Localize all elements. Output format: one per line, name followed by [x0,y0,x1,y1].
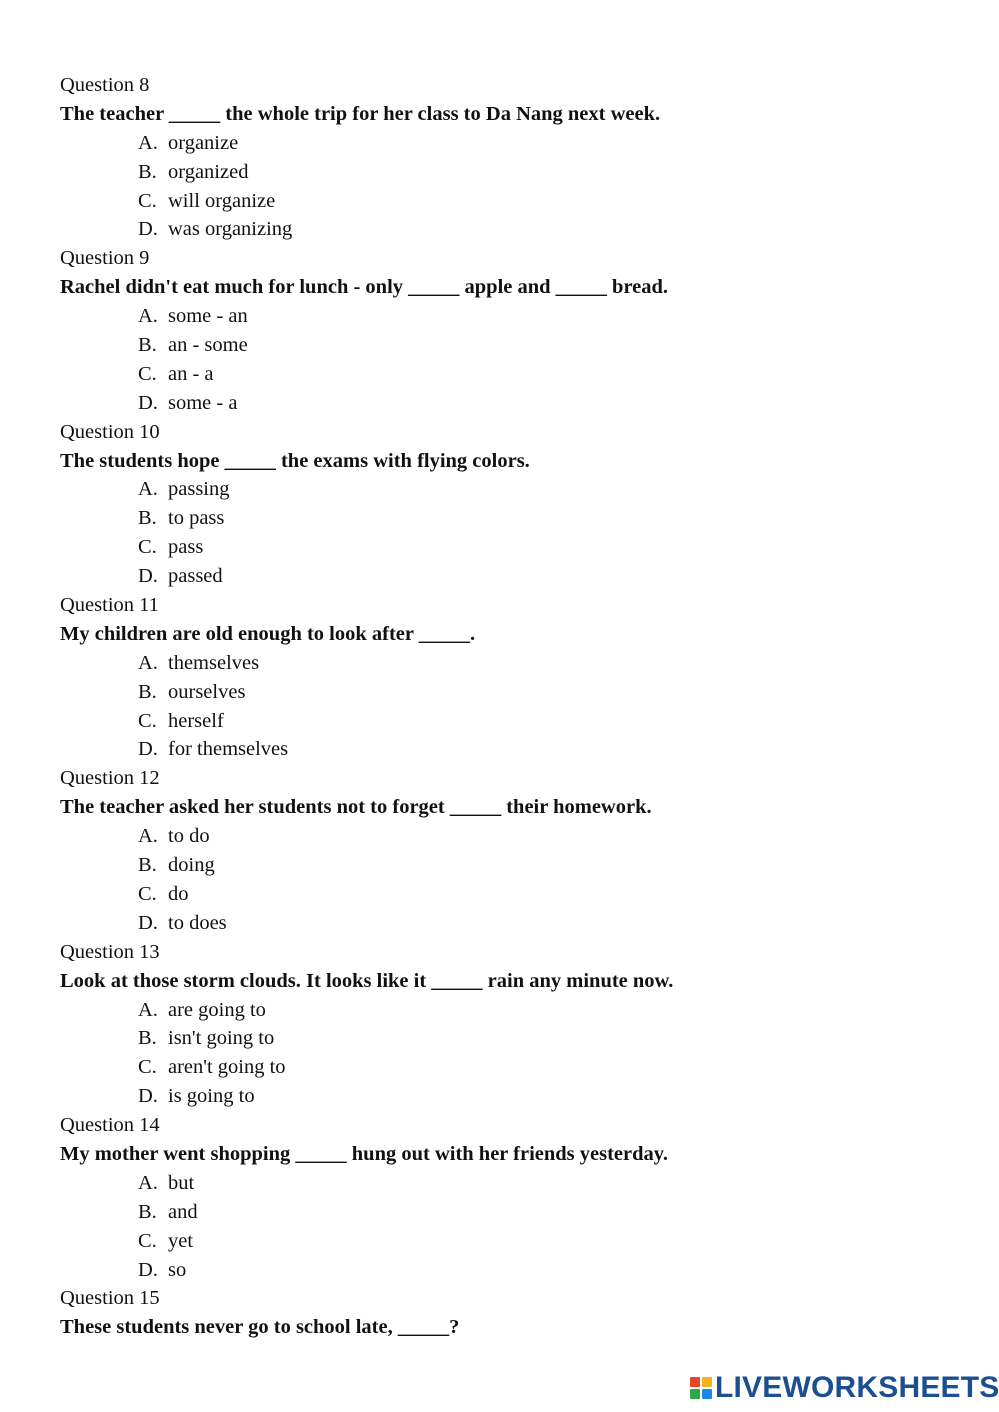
liveworksheets-logo-icon [690,1377,712,1399]
option-letter: A. [138,478,158,501]
option-text: ourselves [168,680,246,703]
question-text: My children are old enough to look after _____. [60,622,476,645]
answer-option[interactable] [60,1053,960,1082]
question-number: Question 8 [60,74,150,96]
question-number: Question 12 [60,767,160,790]
answer-option[interactable] [60,1198,960,1227]
option-text: doing [168,854,215,877]
answer-option[interactable] [60,504,960,533]
option-text: was organizing [168,218,293,241]
answer-option[interactable] [60,1227,960,1256]
option-letter: D. [138,391,158,414]
question-block [60,591,960,764]
answer-option[interactable] [60,1024,960,1053]
answer-option[interactable] [60,822,960,851]
question-block [60,71,960,244]
option-text: are going to [168,998,266,1021]
answer-option[interactable] [60,1082,960,1111]
question-number: Question 15 [60,1287,160,1310]
logo-square-yellow [702,1377,712,1387]
question-number: Question 10 [60,420,160,443]
option-text: themselves [168,651,260,674]
question-text: The teacher asked her students not to forget _____ their homework. [60,796,652,819]
answer-option[interactable] [60,158,960,187]
answer-option[interactable] [60,880,960,909]
question-number: Question 11 [60,594,159,617]
option-letter: B. [138,334,157,357]
question-text: My mother went shopping _____ hung out with her friends yesterday. [60,1142,669,1165]
logo-square-green [690,1389,700,1399]
option-letter: B. [138,507,157,530]
question-text: These students never go to school late, _____? [60,1316,460,1339]
option-letter: C. [138,1229,157,1252]
answer-option[interactable] [60,360,960,389]
option-text: some - a [168,391,238,414]
option-text: for themselves [168,738,289,761]
answer-option[interactable] [60,735,960,764]
answer-option[interactable] [60,475,960,504]
option-text: passed [168,565,223,588]
option-letter: A. [138,998,158,1021]
option-text: but [168,1171,195,1194]
option-text: some - an [168,305,248,328]
option-letter: B. [138,680,157,703]
answer-option[interactable] [60,678,960,707]
answer-option[interactable] [60,215,960,244]
option-text: herself [168,709,224,732]
option-letter: B. [138,1027,157,1050]
answer-option[interactable] [60,996,960,1025]
question-number: Question 13 [60,940,160,963]
question-text: Look at those storm clouds. It looks like it _____ rain any minute now. [60,969,674,992]
option-text: an - some [168,334,248,357]
question-block [60,764,960,937]
option-letter: A. [138,825,158,848]
option-letter: C. [138,536,157,559]
liveworksheets-logo [690,1372,999,1404]
option-letter: D. [138,1258,158,1281]
option-letter: B. [138,160,157,183]
question-block [60,418,960,591]
option-text: and [168,1200,198,1223]
option-letter: A. [138,131,158,154]
option-letter: D. [138,1085,158,1108]
option-letter: C. [138,882,157,905]
logo-text: LIVEWORKSHEETS [715,1371,999,1404]
option-text: to does [168,911,227,934]
option-text: to do [168,825,210,848]
option-text: will organize [168,189,276,212]
answer-option[interactable] [60,562,960,591]
option-text: organized [168,160,249,183]
option-letter: B. [138,1200,157,1223]
answer-option[interactable] [60,1256,960,1285]
option-letter: C. [138,709,157,732]
answer-option[interactable] [60,851,960,880]
option-text: passing [168,478,230,501]
question-text: Rachel didn't eat much for lunch - only _____ apple and _____ bread. [60,276,669,299]
question-block [60,1111,960,1284]
option-text: aren't going to [168,1056,286,1079]
option-text: yet [168,1229,194,1252]
option-text: so [168,1258,187,1281]
logo-square-red [690,1377,700,1387]
option-letter: D. [138,565,158,588]
answer-option[interactable] [60,1169,960,1198]
question-block [60,244,960,417]
option-letter: A. [138,1171,158,1194]
option-letter: A. [138,651,158,674]
option-letter: A. [138,305,158,328]
option-text: pass [168,536,204,559]
option-text: is going to [168,1085,255,1108]
option-text: do [168,882,189,905]
answer-option[interactable] [60,533,960,562]
option-text: to pass [168,507,225,530]
logo-square-blue [702,1389,712,1399]
answer-option[interactable] [60,331,960,360]
answer-option[interactable] [60,389,960,418]
question-text: The teacher _____ the whole trip for her class to Da Nang next week. [60,102,661,125]
answer-option[interactable] [60,707,960,736]
option-text: organize [168,131,239,154]
option-letter: D. [138,911,158,934]
question-text: The students hope _____ the exams with flying colors. [60,449,530,472]
option-letter: B. [138,854,157,877]
option-text: isn't going to [168,1027,275,1050]
option-text: an - a [168,362,214,385]
worksheet [60,71,960,1342]
answer-option[interactable] [60,909,960,938]
question-block [60,938,960,1111]
question-number: Question 14 [60,1114,160,1137]
option-letter: C. [138,362,157,385]
question-block [60,1284,960,1342]
question-number: Question 9 [60,247,150,270]
answer-option[interactable] [60,302,960,331]
answer-option[interactable] [60,187,960,216]
answer-option[interactable] [60,649,960,678]
option-letter: D. [138,218,158,241]
option-letter: C. [138,1056,157,1079]
answer-option[interactable] [60,129,960,158]
option-letter: C. [138,189,157,212]
option-letter: D. [138,738,158,761]
